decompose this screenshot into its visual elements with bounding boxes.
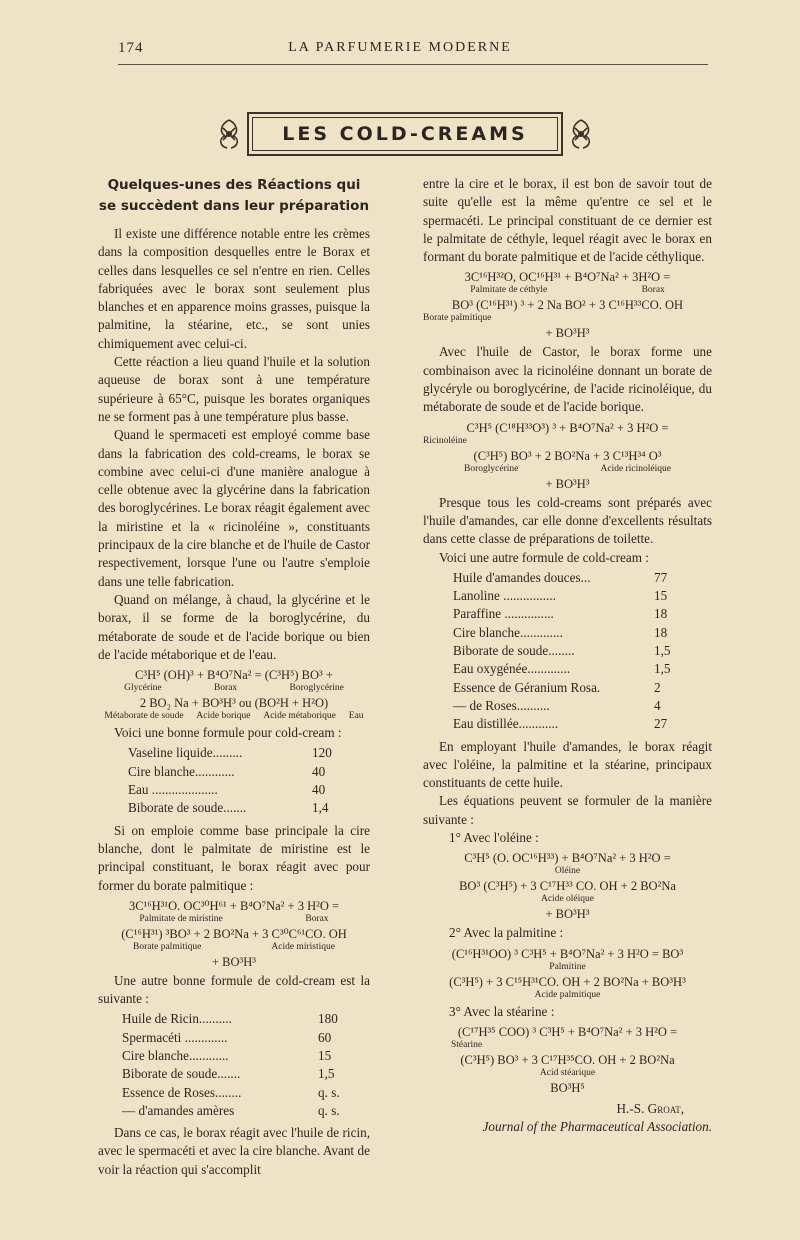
ingredient-name: Essence de Géranium Rosa. (453, 679, 601, 695)
recipe-list (122, 1010, 370, 1120)
right-column (423, 175, 712, 1137)
recipe-row (453, 569, 712, 587)
recipe-row (122, 1047, 370, 1065)
ingredient-name: Cire blanche............ (122, 1047, 229, 1063)
paragraph: Quand on mélange, à chaud, la glycérine et le borax, il se forme de la boroglycérine, du métaborate de soude et de l'acide borique ou bien de l'acide métaborique et de l'eau. (98, 591, 370, 662)
compound-label: Boroglycérine (289, 683, 344, 694)
ingredient-name: Essence de Roses........ (122, 1084, 242, 1100)
compound-label: Palmitate de céthyle (470, 285, 548, 296)
ingredient-quantity: 120 (312, 745, 332, 761)
ingredient-name: Huile de Ricin.......... (122, 1011, 232, 1027)
recipe-row (122, 1029, 370, 1047)
recipe-row (122, 1010, 370, 1028)
compound-label: Stéarine (451, 1039, 483, 1050)
ingredient-quantity: 18 (654, 624, 668, 640)
equation-labels (423, 313, 712, 323)
ingredient-quantity: 4 (654, 697, 661, 713)
equation-labels (423, 990, 712, 1000)
compound-label: Acide ricinoléique (600, 463, 671, 474)
recipe-row (122, 1084, 370, 1102)
recipe-row (453, 660, 712, 678)
equation-line: + BO³H³ (545, 326, 590, 341)
recipe-row (453, 587, 712, 605)
floral-ornament-icon (567, 118, 595, 150)
compound-label: Acide borique (196, 711, 251, 722)
paragraph: entre la cire et le borax, il est bon de savoir tout de suite qu'elle est la même qu'entre ce sel et le spermacéti. Le principal constituant de ce dernier est le palmitate de céthyle, lequel réagit avec le borax en formant du borate palmitique et de l'acide céthylique. (423, 176, 712, 265)
compound-label: Acid stéarique (539, 1067, 596, 1078)
running-title: LA PARFUMERIE MODERNE (288, 40, 512, 55)
equation-labels (98, 683, 370, 693)
source-journal: Journal of the Pharmaceutical Association. (482, 1119, 712, 1135)
paragraph: Si on emploie comme base principale la cire blanche, dont le palmitate de miristine est le principal constituant, le borax réagit avec pour former du borate palmitique : (98, 822, 370, 893)
ingredient-name: Cire blanche............. (453, 624, 563, 640)
ingredient-quantity: 1,5 (654, 643, 671, 659)
equation-line: + BO³H³ (545, 476, 590, 491)
ingredient-name: — d'amandes amères (122, 1102, 235, 1118)
recipe-row (128, 744, 370, 762)
paragraph: Presque tous les cold-creams sont préparés avec l'huile d'amandes, car elle donne d'excellents résultats dans cette classe de préparations de toilette. (423, 494, 712, 547)
compound-label: Borax (305, 913, 329, 924)
equation-line: C³H⁵ (C¹⁸H³³O³) ³ + B⁴O⁷Na² + 3 H²O = (466, 420, 669, 435)
ingredient-name: Huile d'amandes douces... (453, 569, 591, 585)
ingredient-name: Eau oxygénée............. (453, 661, 571, 677)
equation-line: C³H⁵ (O. OC¹⁶H³³) + B⁴O⁷Na² + 3 H²O = (464, 851, 671, 866)
chemical-equation (423, 1025, 712, 1096)
ingredient-quantity: 15 (654, 588, 668, 604)
compound-label: Palmitate de miristine (139, 913, 223, 924)
paragraph: Une autre bonne formule de cold-cream est la suivante : (98, 972, 370, 1007)
compound-label: Borate palmitique (133, 941, 202, 952)
chemical-equation (98, 668, 370, 721)
ingredient-quantity: 27 (654, 716, 668, 732)
recipe-row (128, 763, 370, 781)
compound-label: Borate palmitique (423, 313, 492, 324)
equation-line: + BO³H³ (211, 954, 257, 969)
equation-labels (98, 942, 370, 952)
recipe-row (122, 1065, 370, 1083)
equation-line: (C¹⁷H³⁵ COO) ³ C³H⁵ + B⁴O⁷Na² + 3 H²O = (457, 1024, 678, 1039)
equation-labels (423, 1068, 712, 1078)
recipe-row (128, 781, 370, 799)
equation-line: (C³H⁵) BO³ + 3 C¹⁷H³⁵CO. OH + 2 BO²Na (460, 1052, 675, 1067)
compound-label: Acide oléique (540, 894, 595, 905)
ingredient-quantity: 40 (312, 763, 326, 779)
equation-line: (C¹⁶H³¹OO) ³ C³H⁵ + B⁴O⁷Na² + 3 H²O = BO³ (451, 946, 684, 961)
compound-label: Boroglycérine (464, 463, 519, 474)
paragraph: Quand le spermaceti est employé comme base dans la fabrication des cold-creams, le borax se combine avec celui-ci d'une manière analogue à celle obtenue avec la glycérine dans la fabrication des boroglycérines. Le borax réagit également avec la miristine et la « ricinoléine », constituants principaux de la cire blanche et de l'huile de Castor respectivement, lorsque l'une ou l'autre s'emploie dans une telle fabrication. (98, 427, 370, 589)
chemical-equation (98, 899, 370, 970)
ingredient-quantity: 2 (654, 679, 661, 695)
compound-label: Eau (348, 711, 364, 722)
ingredient-quantity: q. s. (318, 1084, 340, 1100)
ingredient-quantity: 1,5 (654, 661, 671, 677)
recipe-row (122, 1102, 370, 1120)
equation-line: C³H⁵ (OH)³ + B⁴O⁷Na² = (C³H⁵) BO³ + (135, 668, 333, 683)
chemical-equation (423, 270, 712, 341)
equation-line: 3C¹⁶H³¹O. OC³⁰H⁶¹ + B⁴O⁷Na² + 3 H²O = (128, 898, 340, 913)
ingredient-name: Cire blanche............ (128, 763, 235, 779)
equation-line: BO³H⁵ (550, 1080, 585, 1095)
paragraph: Il existe une différence notable entre les crèmes dans la composition desquelles entre le Borax et celles dans lesquelles ce sel n'entre en rien. Celles fabriquées avec le borax sont seulement plus blanches et en apparence moins grasses, puisque la palmitine, la stéarine, etc., se sont unies chimiquement avec celui-ci. (98, 226, 370, 351)
equation-line: 3C¹⁶H³²O, OC¹⁶H³¹ + B⁴O⁷Na² + 3H²O = (464, 270, 671, 285)
chemical-equation (423, 851, 712, 922)
case-heading: 3° Avec la stéarine : (449, 1003, 555, 1019)
ingredient-quantity: 1,4 (312, 800, 329, 816)
ingredient-quantity: 180 (318, 1011, 338, 1027)
ingredient-quantity: 18 (654, 606, 668, 622)
equation-labels (98, 914, 370, 924)
equation-line: (C¹⁶H³¹) ³BO³ + 2 BO²Na + 3 C³⁰C⁶¹CO. OH (121, 926, 347, 941)
compound-label: Acide miristique (271, 941, 335, 952)
ingredient-quantity: 15 (318, 1047, 332, 1063)
paragraph: Dans ce cas, le borax réagit avec l'huile de ricin, avec le spermacéti et avec la cire blanche. Avant de voir la réaction qui s'accomplit (98, 1125, 370, 1177)
article-subtitle: Quelques-unes des Réactions qui se succèdent dans leur préparation (98, 177, 370, 214)
compound-label: Palmitine (549, 961, 586, 972)
ingredient-name: Biborate de soude........ (453, 643, 575, 659)
ingredient-quantity: 77 (654, 569, 668, 585)
section-title: LES COLD-CREAMS (282, 123, 528, 145)
ingredient-name: Lanoline ................ (453, 588, 556, 604)
equation-labels (423, 866, 712, 876)
recipe-row (453, 642, 712, 660)
recipe-row (453, 679, 712, 697)
ingredient-name: Biborate de soude....... (128, 800, 247, 816)
paragraph: Avec l'huile de Castor, le borax forme une combinaison avec la ricinoléine donnant un borate de glycéryle ou boroglycérine, de l'acide ricinoléique, du métaborate de soude et de l'acide borique. (423, 344, 712, 415)
recipe-row (453, 624, 712, 642)
compound-label: Borax (641, 285, 665, 296)
chemical-equation (423, 421, 712, 492)
equation-labels (423, 436, 712, 446)
ingredient-name: Vaseline liquide......... (128, 745, 243, 761)
paragraph: En employant l'huile d'amandes, le borax réagit avec l'oléine, la palmitine et la stéarine, principaux constituants de cette huile. (423, 738, 712, 791)
equation-line: (C³H⁵) BO³ + 2 BO²Na + 3 C¹³H³⁴ O³ (473, 448, 662, 463)
floral-ornament-icon (215, 118, 243, 150)
section-banner (215, 112, 595, 160)
recipe-list (453, 569, 712, 734)
paragraph: Les équations peuvent se formuler de la manière suivante : (423, 793, 712, 827)
compound-label: Oléine (554, 866, 581, 877)
equation-labels (423, 464, 712, 474)
compound-label: Acide palmitique (534, 989, 601, 1000)
equation-line: (C³H⁵) + 3 C¹⁵H³¹CO. OH + 2 BO²Na + BO³H³ (449, 974, 686, 989)
ingredient-name: — de Roses.......... (453, 697, 550, 713)
ingredient-quantity: 40 (312, 782, 326, 798)
ingredient-name: Spermacéti ............. (122, 1029, 228, 1045)
equation-line: + BO³H³ (545, 907, 590, 922)
equation-labels (423, 285, 712, 295)
page-number: 174 (118, 40, 144, 56)
equation-line: BO³ (C¹⁶H³¹) ³ + 2 Na BO² + 3 C¹⁶H³³CO. OH (451, 298, 684, 313)
equation-labels (98, 711, 370, 721)
compound-label: Ricinoléine (423, 435, 467, 446)
equation-labels (423, 962, 712, 972)
compound-label: Glycérine (124, 683, 162, 694)
ingredient-name: Eau distillée............ (453, 716, 559, 732)
compound-label: Acide métaborique (263, 711, 336, 722)
recipe-row (453, 697, 712, 715)
paragraph: Voici une bonne formule pour cold-cream : (114, 725, 342, 741)
equation-labels (423, 1040, 712, 1050)
equation-line: 2 BO₂ Na + BO³H³ ou (BO²H + H²O) (139, 696, 329, 711)
paragraph: Voici une autre formule de cold-cream : (439, 549, 649, 565)
paragraph: Cette réaction a lieu quand l'huile et la solution aqueuse de borax sont à une température supérieure à 65°C, puisque les borates organiques ne se forment pas à une température plus basse. (98, 354, 370, 424)
ingredient-name: Paraffine ............... (453, 606, 554, 622)
equation-line: BO³ (C³H⁵) + 3 C¹⁷H³³ CO. OH + 2 BO²Na (459, 879, 676, 894)
case-heading: 1° Avec l'oléine : (449, 830, 539, 846)
case-heading: 2° Avec la palmitine : (449, 925, 564, 941)
compound-label: Borax (213, 683, 238, 694)
left-column (98, 175, 370, 1179)
compound-label: Métaborate de soude (104, 711, 184, 722)
header-rule (118, 64, 708, 65)
ingredient-name: Eau .................... (128, 782, 218, 798)
chemical-equation (423, 947, 712, 1000)
ingredient-quantity: 60 (318, 1029, 332, 1045)
ingredient-name: Biborate de soude....... (122, 1066, 241, 1082)
recipe-row (453, 605, 712, 623)
ingredient-quantity: q. s. (318, 1102, 340, 1118)
equation-labels (423, 894, 712, 904)
author-signature: H.-S. Groat, (616, 1100, 684, 1116)
recipe-row (128, 799, 370, 817)
ingredient-quantity: 1,5 (318, 1066, 335, 1082)
recipe-list (128, 744, 370, 817)
recipe-row (453, 715, 712, 733)
